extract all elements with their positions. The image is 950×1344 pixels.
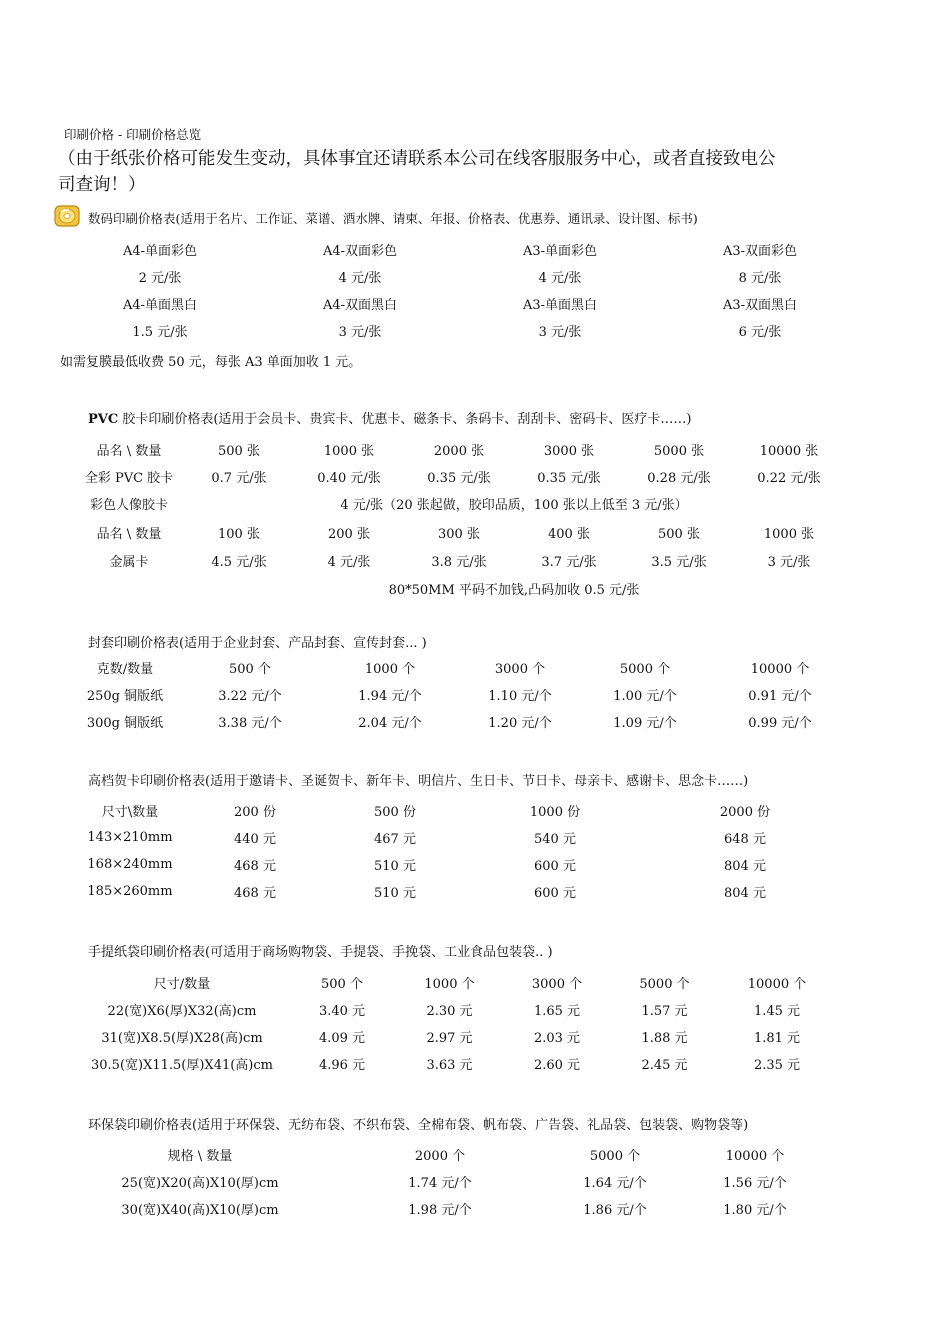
table-cell: 1.45 元 (753, 1004, 801, 1019)
table-row (75, 824, 845, 851)
table-cell: 1.80 元/个 (723, 1203, 787, 1218)
table-header-cell: 10000 张 (759, 444, 819, 459)
greeting-price-table (75, 797, 845, 905)
table-cell: A3-双面彩色 (722, 244, 798, 259)
table-cell: 2.60 元 (533, 1058, 581, 1073)
breadcrumb: 印刷价格 - 印刷价格总览 (64, 127, 202, 142)
table-cell: 30.5(宽)X11.5(厚)X41(高)cm (91, 1058, 273, 1073)
table-header-cell: 500 个 (321, 977, 363, 992)
table-cell: 2.03 元 (533, 1031, 581, 1046)
table-header-cell: 300 张 (438, 526, 480, 542)
table-row (74, 517, 844, 547)
table-cell: 1.5 元/张 (132, 325, 188, 340)
table-cell: 1.64 元/个 (583, 1176, 647, 1191)
table-cell: 0.99 元/个 (748, 716, 812, 731)
table-header-cell: 100 张 (218, 526, 260, 542)
ecobag-title: 环保袋印刷价格表(适用于环保袋、无纺布袋、不织布袋、全棉布袋、帆布袋、广告袋、礼品袋、包装袋、购物袋等) (88, 1118, 749, 1133)
table-cell: 3.40 元 (318, 1004, 366, 1019)
table-row (70, 708, 850, 735)
pvc-title (88, 408, 692, 427)
table-row (74, 463, 844, 490)
table-cell: 0.91 元/个 (748, 689, 812, 704)
table-cell: 1.09 元/个 (613, 716, 677, 731)
price-notice-line-1: （由于纸张价格可能发生变动，具体事宜还请联系本公司在线客服服务中心，或者直接致电公 (58, 149, 776, 169)
table-header-cell: 500 张 (658, 526, 700, 542)
table-header-cell: 3000 张 (543, 444, 595, 459)
table-header-cell: 5000 个 (589, 1149, 641, 1164)
table-cell (74, 574, 184, 602)
table-header-cell: 5000 个 (619, 662, 671, 677)
table-header-cell: 1000 张 (763, 526, 815, 542)
table-header-cell: 品名 \ 数量 (96, 526, 162, 542)
table-row (82, 969, 842, 996)
table-cell: 3 元/张 (538, 325, 582, 340)
table-row (60, 236, 860, 263)
table-cell: 31(宽)X8.5(厚)X28(高)cm (101, 1031, 263, 1046)
table-cell: 4.5 元/张 (211, 555, 267, 570)
table-cell: 468 元 (234, 859, 276, 874)
table-cell: A4-单面黑白 (122, 298, 198, 313)
table-cell: 1.10 元/个 (488, 689, 552, 704)
table-header-cell: 500 张 (218, 444, 260, 459)
price-notice-line-2: 司查询！） (58, 175, 146, 195)
table-cell: 3.63 元 (426, 1058, 473, 1073)
paperbag-title: 手提纸袋印刷价格表(可适用于商场购物袋、手提袋、手挽袋、工业食品包装袋.. ) (88, 945, 553, 960)
digital-note: 如需复膜最低收费 50 元，每张 A3 单面加收 1 元。 (60, 355, 362, 370)
table-row (70, 681, 850, 708)
table-cell: 全彩 PVC 胶卡 (84, 471, 174, 486)
pvc-price-table (74, 436, 844, 602)
table-row (82, 996, 842, 1023)
table-cell: 4 元/张 (538, 271, 582, 286)
table-cell: 80*50MM 平码不加钱,凸码加收 0.5 元/张 (388, 582, 640, 598)
table-cell: 0.35 元/张 (537, 471, 601, 486)
table-header-cell: 200 张 (328, 526, 370, 542)
table-header-cell: 2000 个 (414, 1149, 466, 1164)
table-header-cell: 2000 份 (719, 805, 771, 820)
table-header-cell: 品名 \ 数量 (96, 444, 162, 459)
table-header-cell: 1000 个 (364, 662, 416, 677)
pvc-title-bold: PVC (88, 412, 119, 427)
table-cell: 0.22 元/张 (757, 471, 821, 486)
table-header-cell: 2000 张 (433, 444, 485, 459)
table-header-cell: 5000 张 (653, 444, 705, 459)
table-header-cell: 3000 个 (531, 977, 583, 992)
table-cell: 彩色人像胶卡 (89, 498, 168, 513)
table-cell: 4 元/张（20 张起做，胶印品质，100 张以上低至 3 元/张） (340, 498, 688, 513)
table-cell: 250g 铜版纸 (86, 689, 164, 704)
table-header-cell: 3000 个 (494, 662, 546, 677)
table-cell: 510 元 (374, 886, 416, 901)
table-row (82, 1023, 842, 1050)
table-row (60, 263, 860, 290)
table-header-cell: 10000 个 (750, 662, 810, 677)
table-cell: 185×260mm (87, 884, 173, 899)
table-header-cell: 1000 份 (529, 805, 581, 820)
table-cell: 1.00 元/个 (613, 689, 677, 704)
table-header-cell: 克数/数量 (96, 662, 154, 677)
table-cell: 25(宽)X20(高)X10(厚)cm (121, 1176, 279, 1191)
pvc-title-rest: 胶卡印刷价格表(适用于会员卡、贵宾卡、优惠卡、磁条卡、条码卡、刮刮卡、密码卡、医疗卡……) (118, 412, 692, 427)
table-cell: 1.94 元/个 (358, 689, 422, 704)
table-cell: 2 元/张 (138, 271, 182, 286)
table-cell: 600 元 (534, 886, 576, 901)
table-header-cell: 500 个 (229, 662, 271, 677)
table-cell: 143×210mm (87, 830, 173, 845)
table-header-cell: 规格 \ 数量 (167, 1149, 233, 1164)
table-cell: 540 元 (534, 832, 576, 847)
table-cell: 3 元/张 (767, 555, 811, 570)
table-cell: 468 元 (234, 886, 276, 901)
table-row (74, 490, 844, 517)
table-row (60, 317, 860, 344)
table-cell: 3.5 元/张 (651, 555, 707, 570)
envelope-title: 封套印刷价格表(适用于企业封套、产品封套、宣传封套... ) (88, 636, 427, 651)
table-cell: 22(宽)X6(厚)X32(高)cm (107, 1004, 257, 1019)
table-row (100, 1168, 860, 1195)
table-cell: 8 元/张 (738, 271, 782, 286)
table-cell: 2.04 元/个 (358, 716, 422, 731)
table-header-cell: 10000 个 (747, 977, 807, 992)
table-cell: 300g 铜版纸 (86, 716, 164, 731)
table-cell: 0.7 元/张 (211, 471, 267, 486)
greeting-title: 高档贺卡印刷价格表(适用于邀请卡、圣诞贺卡、新年卡、明信片、生日卡、节日卡、母亲卡、感谢卡、思念卡……) (88, 774, 749, 789)
table-cell: 510 元 (374, 859, 416, 874)
table-row (74, 547, 844, 574)
table-cell: A3-单面彩色 (522, 244, 598, 259)
table-row (75, 797, 845, 824)
paperbag-price-table (82, 969, 842, 1077)
table-cell: 6 元/张 (738, 325, 782, 340)
table-cell: A3-双面黑白 (722, 298, 798, 313)
table-row (60, 290, 860, 317)
table-cell: 4 元/张 (327, 555, 371, 570)
table-cell: 2.45 元 (641, 1058, 688, 1073)
table-cell: 1.20 元/个 (488, 716, 552, 731)
table-cell: 1.88 元 (641, 1031, 688, 1046)
table-cell: 467 元 (374, 832, 416, 847)
table-cell: 2.35 元 (753, 1058, 801, 1073)
digital-price-table (60, 236, 860, 344)
table-row (74, 574, 844, 602)
table-header-cell: 尺寸\数量 (101, 805, 159, 820)
table-cell: 3 元/张 (338, 325, 382, 340)
table-cell: 金属卡 (109, 555, 149, 570)
table-row (100, 1195, 860, 1222)
table-header-cell: 5000 个 (639, 977, 690, 992)
table-cell: 3.7 元/张 (541, 555, 597, 570)
table-cell: 804 元 (724, 886, 766, 901)
table-cell: 3.38 元/个 (218, 716, 282, 731)
table-row (100, 1141, 860, 1168)
table-row (75, 878, 845, 905)
table-cell: 3.8 元/张 (431, 555, 487, 570)
table-header-cell: 尺寸/数量 (153, 977, 211, 992)
table-cell: 4.96 元 (318, 1058, 366, 1073)
table-cell: 168×240mm (87, 857, 173, 872)
table-cell: 1.86 元/个 (583, 1203, 647, 1218)
table-cell: 1.81 元 (753, 1031, 801, 1046)
table-header-cell: 1000 个 (424, 977, 475, 992)
table-cell: 4 元/张 (338, 271, 382, 286)
table-row (75, 851, 845, 878)
table-cell: 1.74 元/个 (408, 1176, 472, 1191)
table-header-cell: 1000 张 (323, 444, 375, 459)
table-cell: 0.28 元/张 (647, 471, 711, 486)
table-cell: 2.30 元 (426, 1004, 473, 1019)
table-cell: A4-双面黑白 (322, 298, 398, 313)
table-header-cell: 10000 个 (725, 1149, 785, 1164)
table-cell: 1.56 元/个 (723, 1176, 787, 1191)
table-cell: 30(宽)X40(高)X10(厚)cm (121, 1203, 279, 1218)
table-row (74, 436, 844, 463)
table-cell: 3.22 元/个 (218, 689, 282, 704)
table-cell: 1.65 元 (533, 1004, 581, 1019)
table-cell: 804 元 (724, 859, 766, 874)
table-cell: 2.97 元 (426, 1031, 473, 1046)
table-cell: 440 元 (234, 832, 276, 847)
table-cell: A4-双面彩色 (322, 244, 398, 259)
ecobag-price-table (100, 1141, 860, 1222)
table-cell: 1.98 元/个 (408, 1203, 472, 1218)
table-row (70, 654, 850, 681)
table-cell: 4.09 元 (318, 1031, 366, 1046)
table-cell: 0.35 元/张 (427, 471, 491, 486)
table-cell: 600 元 (534, 859, 576, 874)
table-cell: 648 元 (724, 832, 766, 847)
envelope-price-table (70, 654, 850, 735)
table-header-cell: 200 份 (234, 805, 276, 820)
table-cell: A3-单面黑白 (522, 298, 598, 313)
digital-title: 数码印刷价格表(适用于名片、工作证、菜谱、酒水牌、请柬、年报、价格表、优惠券、通讯录、设计图、标书) (88, 211, 698, 226)
disc-icon (54, 205, 80, 227)
table-row (82, 1050, 842, 1077)
table-header-cell: 400 张 (548, 526, 590, 542)
table-cell: 1.57 元 (641, 1004, 688, 1019)
table-cell: 0.40 元/张 (317, 471, 381, 486)
table-cell: A4-单面彩色 (122, 244, 198, 259)
table-header-cell: 500 份 (374, 805, 416, 820)
